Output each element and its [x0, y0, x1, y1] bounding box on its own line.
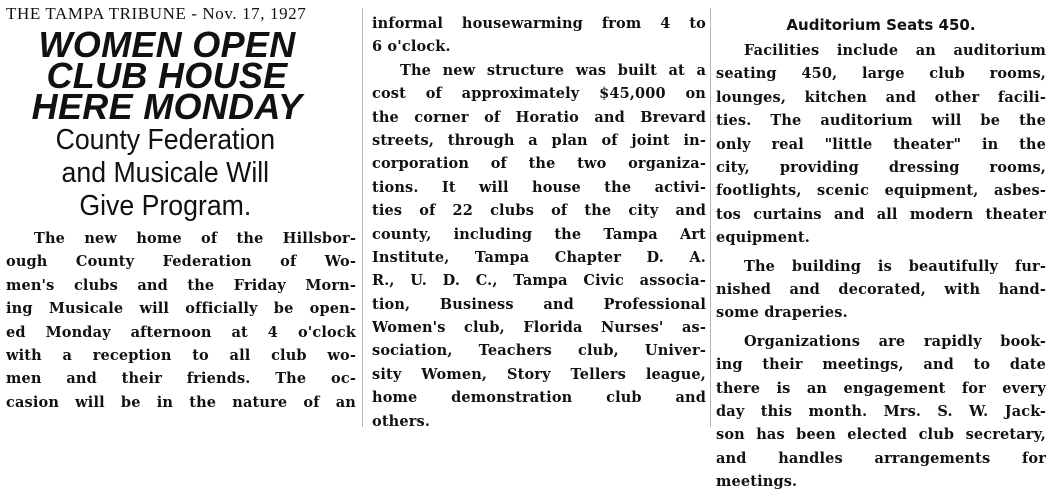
subheadline: [17, 124, 339, 223]
text-line: Institute, Tampa Chapter D. A.: [372, 248, 706, 266]
text-line: others.: [372, 412, 431, 430]
text-line: with a reception to all club wo-: [6, 346, 356, 364]
text-line: ties of 22 clubs of the city and: [372, 202, 706, 220]
headline-line: CLUB HOUSE: [46, 55, 288, 96]
section-heading: Auditorium Seats 450.: [786, 16, 976, 34]
text-line: the corner of Horatio and Brevard: [372, 108, 706, 126]
text-line: sociation, Teachers club, Univer-: [372, 342, 706, 360]
text-line: nished and decorated, with hand-: [716, 280, 1046, 298]
headline-line: HERE MONDAY: [31, 86, 303, 127]
text-line: county, including the Tampa Art: [372, 225, 706, 243]
text-line: streets, through a plan of joint in-: [372, 131, 706, 149]
text-line: cost of approximately $45,000 on: [372, 85, 706, 103]
text-line: informal housewarming from 4 to: [372, 15, 706, 32]
text-line: tion, Business and Professional: [372, 295, 706, 313]
text-line: home demonstration club and: [372, 389, 706, 407]
subheadline-line: County Federation: [55, 124, 276, 156]
text-line: only real "little theater" in the: [716, 135, 1046, 153]
text-line: Women's club, Florida Nurses' as-: [372, 319, 706, 337]
text-line: city, providing dressing rooms,: [716, 158, 1046, 176]
text-line: footlights, scenic equipment, asbes-: [716, 182, 1046, 200]
text-line: son has been elected club secretary,: [716, 426, 1046, 444]
subheadline-line: and Musicale Will: [61, 157, 270, 189]
article-body-part-3: [716, 39, 1046, 493]
text-line: equipment.: [716, 229, 810, 247]
text-line: The new home of the Hillsbor-: [34, 230, 356, 247]
text-line: Facilities include an auditorium: [744, 42, 1046, 59]
text-line: casion will be in the nature of an: [6, 393, 356, 411]
article-body-part-1: [6, 227, 356, 414]
text-line: The new structure was built at a: [400, 61, 706, 79]
text-line: R., U. D. C., Tampa Civic associa-: [372, 272, 706, 290]
text-line: Organizations are rapidly book-: [744, 332, 1046, 350]
text-line: and handles arrangements for: [716, 449, 1046, 467]
article-body-part-2: [372, 12, 706, 433]
text-line: tions. It will house the activi-: [372, 178, 706, 196]
headline: [6, 24, 356, 127]
column-divider: [362, 8, 363, 427]
dateline: THE TAMPA TRIBUNE - Nov. 17, 1927: [6, 4, 307, 23]
text-line: ing their meetings, and to date: [716, 356, 1046, 374]
subheadline-line: Give Program.: [79, 190, 252, 222]
text-line: lounges, kitchen and other facili-: [716, 88, 1046, 106]
text-line: The building is beautifully fur-: [744, 257, 1046, 275]
text-line: sity Women, Story Tellers league,: [372, 365, 706, 383]
text-line: day this month. Mrs. S. W. Jack-: [716, 402, 1046, 420]
column-divider: [710, 8, 711, 427]
text-line: 6 o'clock.: [372, 38, 451, 56]
column-2: [372, 0, 706, 433]
text-line: meetings.: [716, 473, 798, 491]
text-line: ing Musicale will officially be open-: [6, 300, 356, 318]
text-line: corporation of the two organiza-: [372, 155, 706, 173]
text-line: ties. The auditorium will be the: [716, 112, 1046, 130]
text-line: seating 450, large club rooms,: [716, 65, 1046, 83]
text-line: men's clubs and the Friday Morn-: [6, 276, 356, 294]
column-1: [6, 0, 356, 414]
text-line: men and their friends. The oc-: [6, 370, 356, 388]
text-line: there is an engagement for every: [716, 379, 1046, 397]
text-line: some draperies.: [716, 304, 848, 322]
headline-line: WOMEN OPEN: [38, 24, 296, 65]
text-line: ough County Federation of Wo-: [6, 253, 356, 271]
column-3: [716, 0, 1046, 493]
text-line: tos curtains and all modern theater: [716, 205, 1046, 223]
text-line: ed Monday afternoon at 4 o'clock: [6, 323, 356, 341]
